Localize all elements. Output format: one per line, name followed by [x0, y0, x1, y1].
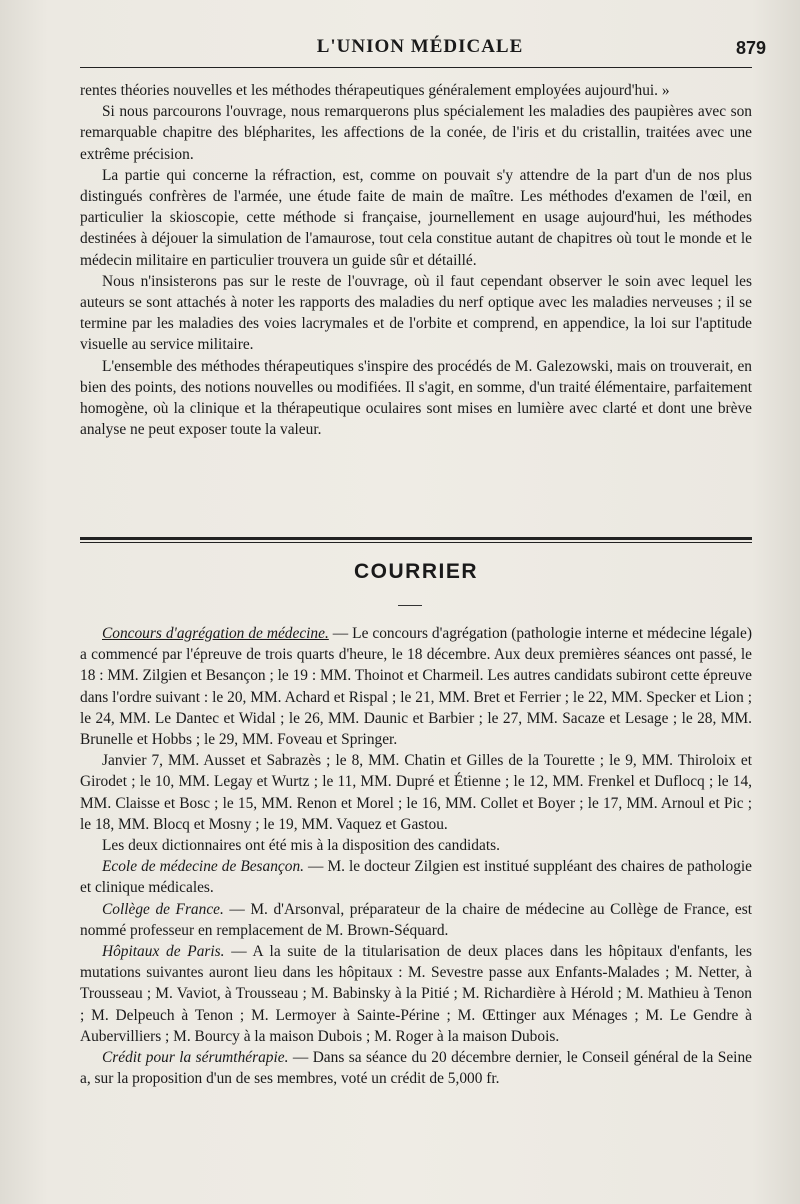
- paragraph-dictionnaires: Les deux dictionnaires ont été mis à la disposition des candidats.: [102, 837, 500, 855]
- section-separator: [80, 537, 752, 543]
- paragraph-college-france: [80, 899, 752, 941]
- paragraph-janvier: Janvier 7, MM. Ausset et Sabrazès ; le 8, MM. Chatin et Gilles de la Tourette ; le 9, MM. Thiroloix et Girodet ; le 10, MM. Legay et Wurtz ; le 11, MM. Dupré et Étienne ; le 12, MM. Frenkel et Duflocq ; le 14, MM. Claisse et Bosc ; le 15, MM. Renon et Morel ; le 16, MM. Collet et Boyer ; le 17, MM. Arnoul et Pic ; le 18, MM. Blocq et Mosny ; le 19, MM. Vaquez et Gastou.: [80, 752, 752, 833]
- paragraph: Si nous parcourons l'ouvrage, nous remarquerons plus spécialement les maladies des paupières avec son remarquable chapitre des blépharites, les affections de la conée, de l'iris et du cristallin, traitées avec une extrême précision.: [80, 103, 752, 163]
- paragraph-text: — M. d'Arsonval, préparateur de la chaire de médecine au Collège de France, est nommé professeur en remplacement de M. Brown-Séquard.: [80, 900, 753, 939]
- page-number: 879: [735, 38, 766, 58]
- header-rule: [80, 67, 752, 68]
- rubric-label: Crédit pour la sérumthérapie.: [102, 1049, 289, 1067]
- courrier-text: [80, 623, 752, 1089]
- paragraph-text: — Dans sa séance du 20 décembre dernier, le Conseil général de la Seine a, sur la proposition d'un de ses membres, voté un crédit de 5,000 fr.: [80, 1049, 752, 1088]
- rubric-label: Hôpitaux de Paris.: [102, 943, 225, 961]
- title-dash: [398, 605, 422, 606]
- paragraph: Nous n'insisterons pas sur le reste de l'ouvrage, où il faut cependant observer le soin avec lequel les auteurs se sont attachés à noter les rapports des maladies du nerf optique avec les maladies nerveuses ; il se termine par les maladies des voies lacrymales et de l'orbite et comprend, en appendice, la loi sur l'aptitude visuelle au service militaire.: [80, 272, 752, 354]
- rubric-label: Collège de France.: [102, 900, 224, 918]
- rubric-label: Ecole de médecine de Besançon.: [102, 858, 304, 876]
- book-review-text: [80, 80, 752, 440]
- paragraph-concours: [80, 623, 752, 750]
- rubric-label: Concours d'agrégation de médecine.: [102, 625, 329, 642]
- paragraph-credit: [80, 1047, 752, 1089]
- paragraph-hopitaux: [80, 941, 752, 1047]
- paragraph-text: — Le concours d'agrégation (pathologie interne et médecine légale) a commencé par l'épreuve de trois quarts d'heure, le 18 décembre. Aux deux premières séances ont passé, le 18 : MM. Zilgien et Besançon ; le 19 : MM. Thoinot et Charmeil. Les autres candidats subiront cette épreuve dans l'ordre suivant : le 20, MM. Achard et Rispal ; le 21, MM. Bret et Ferrier ; le 22, MM. Specker et Lion ; le 24, MM. Le Dantec et Widal ; le 26, MM. Daunic et Barbier ; le 27, MM. Sacaze et Lesage ; le 28, MM. Brunelle et Hobbs ; le 29, MM. Foveau et Springer.: [80, 625, 752, 749]
- paragraph-besancon: [80, 856, 752, 898]
- paragraph: rentes théories nouvelles et les méthodes thérapeutiques généralement employées aujourd'hui. »: [80, 82, 670, 99]
- running-title: L'UNION MÉDICALE: [316, 36, 524, 57]
- paragraph-text: — A la suite de la titularisation de deux places dans les hôpitaux d'enfants, les mutations suivantes auront lieu dans les hôpitaux : M. Sevestre passe aux Enfants-Malades ; M. Netter, à Trousseau ; M. Vaviot, à Trousseau ; M. Babinsky à la Pitié ; M. Richardière à Hérold ; M. Mathieu à Tenon ; M. Delpeuch à Tenon ; M. Lermoyer à Sainte-Périne ; M. Œttinger aux Ménages ; M. Le Gendre à Aubervilliers ; M. Bourcy à la maison Dubois ; M. Roger à la maison Dubois.: [80, 943, 753, 1045]
- page-header: [80, 34, 766, 64]
- section-title: COURRIER: [353, 560, 478, 583]
- paragraph: L'ensemble des méthodes thérapeutiques s'inspire des procédés de M. Galezowski, mais on trouverait, en bien des points, des notions nouvelles ou modifiées. Il s'agit, en somme, d'un traité élémentaire, parfaitement homogène, où la clinique et la thérapeutique oculaires sont mises en lumière avec clarté et dont une brève analyse ne peut exposer toute la valeur.: [80, 357, 752, 439]
- paragraph-text: — M. le docteur Zilgien est institué suppléant des chaires de pathologie et clinique médicales.: [80, 858, 752, 897]
- paragraph: La partie qui concerne la réfraction, est, comme on pouvait s'y attendre de la part d'un de nos plus distingués confrères de l'armée, une étude faite de main de maître. Les méthodes d'examen de l'œil, en particulier la skioscopie, cette méthode si française, journellement en usage aujourd'hui, les méthodes destinées à déjouer la simulation de l'amaurose, tout cela constitue autant de chapitres où tout le monde et le médecin militaire en particulier trouvera un guide sûr et détaillé.: [80, 166, 752, 269]
